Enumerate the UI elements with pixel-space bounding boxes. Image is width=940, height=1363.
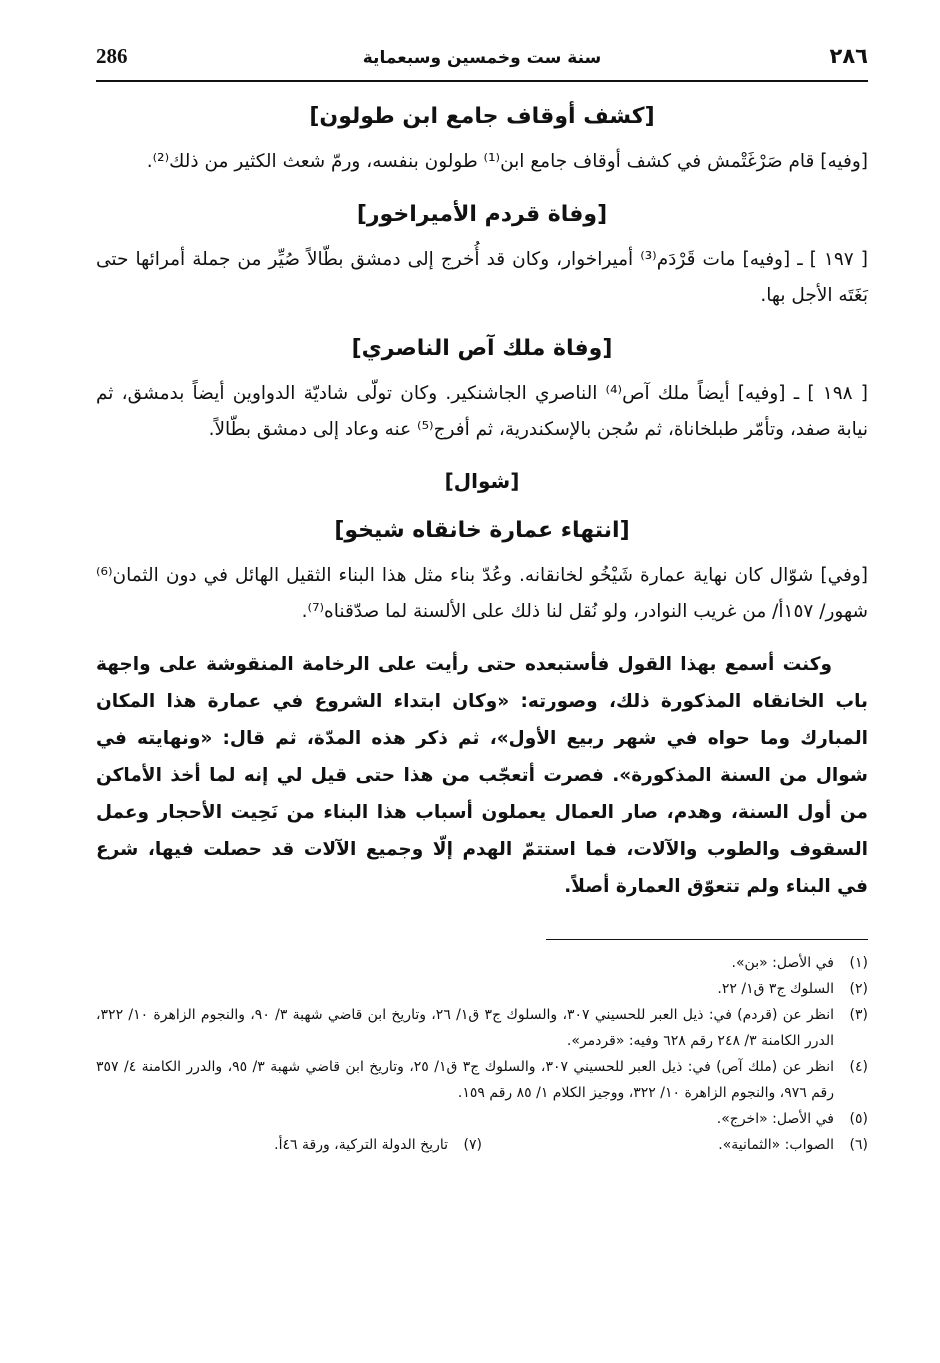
footnotes (96, 950, 868, 1158)
footnote-item (482, 1132, 868, 1158)
paragraph-author-note: وكنت أسمع بهذا القول فأستبعده حتى رأيت على الرخامة المنقوشة على واجهة باب الخانقاه المذكورة ذلك، وصورته: «وكان ابتداء الشروع في عمارة هذا المكان المبارك وما حواه في شهر ربيع الأول»، ثم ذكر هذه المدّة، ثم قال: «ونهايته في شوال من السنة المذكورة». فصرت أتعجّب من هذا حتى قيل لي إنه لما أخذ الأماكن من أول السنة، وهدم، صار العمال يعملون أسباب هذا البناء من نَحِيت الأحجار وعمل السقوف والطوب والآلات، فما استتمّ الهدم إلّا وجميع الآلات قد حصلت فيها، شرع في البناء ولم تتعوّق العمارة أصلاً. (96, 654, 868, 897)
footnote-item (96, 1054, 868, 1106)
footnote-text: في الأصل: «اخرج». (716, 1111, 834, 1127)
page-number-latin: 286 (96, 44, 128, 68)
footnote-text: السلوك ج٣ ق١/ ٢٢. (717, 981, 834, 997)
page-header (96, 36, 868, 82)
section-heading-shaykhu: [انتهاء عمارة خانقاه شيخو] (334, 518, 630, 543)
paragraph-shaykhu: [وفي] شوّال كان نهاية عمارة شَيْخُو لخانقانه. وعُدّ بناء مثل هذا البناء الثقيل الهائل في دون الثمان⁽⁶⁾ شهور/ ١٥٧أ/ من غريب النوادر، ولو نُقل لنا ذلك على الألسنة لما صدّقناه⁽⁷⁾. (96, 565, 868, 622)
footnote-number: (٦) (849, 1137, 868, 1153)
main-text (96, 102, 868, 905)
footnote-number: (٣) (849, 1007, 868, 1023)
page-number-arabic: ٢٨٦ (829, 44, 868, 68)
footnote-text: تاريخ الدولة التركية، ورقة ٤٦أ. (274, 1137, 448, 1153)
footnote-number: (٤) (849, 1059, 868, 1075)
section-heading-shawwal: [شوال] (444, 469, 520, 493)
running-title: سنة ست وخمسين وسبعماية (362, 48, 602, 68)
section-heading-ibn-tulun: [كشف أوقاف جامع ابن طولون] (309, 104, 655, 129)
footnote-number: (٢) (849, 981, 868, 997)
paragraph-ibn-tulun: [وفيه] قام صَرْغَتْمش في كشف أوقاف جامع ابن⁽¹⁾ طولون بنفسه، ورمّ شعث الكثير من ذلك⁽²⁾. (146, 151, 868, 172)
section-heading-qardam: [وفاة قردم الأميراخور] (356, 202, 608, 227)
footnote-text: انظر عن (قردم) في: ذيل العبر للحسيني ٣٠٧، والسلوك ج٣ ق١/ ٢٦، وتاريخ ابن قاضي شهبة ٣/ ٩٠، والنجوم الزاهرة ١٠/ ٣٢٢، الدرر الكامنة ٣/ ٢٤٨ رقم ٦٢٨ وفيه: «قردمر». (96, 1007, 834, 1049)
footnote-separator (96, 939, 868, 940)
footnote-item (96, 1002, 868, 1054)
footnote-text: انظر عن (ملك آص) في: ذيل العبر للحسيني ٣٠٧، والسلوك ج٣ ق١/ ٢٥، وتاريخ ابن قاضي شهبة ٣/ ٩٥، والدرر الكامنة ٤/ ٣٥٧ رقم ٩٧٦، والنجوم الزاهرة ١٠/ ٣٢٢، ووجيز الكلام ١/ ٨٥ رقم ١٥٩. (96, 1059, 835, 1101)
footnote-item (96, 950, 868, 976)
section-heading-malik-as: [وفاة ملك آص الناصري] (351, 336, 613, 361)
footnote-number: (٥) (849, 1111, 868, 1127)
footnote-item (96, 1132, 482, 1158)
footnote-number: (٧) (463, 1137, 482, 1153)
paragraph-malik-as: [ ١٩٨ ] ـ [وفيه] أيضاً ملك آص⁽⁴⁾ الناصري الجاشنكير. وكان تولّى شاديّة الدواوين أيضاً بدمشق، ثم نيابة صفد، وتأمّر طبلخاناة، ثم سُجن بالإسكندرية، ثم أفرج⁽⁵⁾ عنه وعاد إلى دمشق بطّالاً. (96, 383, 869, 440)
book-page (96, 36, 868, 1336)
footnote-number: (١) (849, 955, 868, 971)
footnote-item (96, 976, 868, 1002)
footnote-text: في الأصل: «بن». (731, 955, 834, 971)
paragraph-qardam: [ ١٩٧ ] ـ [وفيه] مات قَرْدَم⁽³⁾ أميراخوار، وكان قد أُخرج إلى دمشق بطّالاً صُيِّر من جملة أمرائها حتى بَغَتَه الأجل بها. (96, 249, 868, 306)
footnote-item (96, 1106, 868, 1132)
footnote-text: الصواب: «الثمانية». (718, 1137, 834, 1153)
footnote-rule (546, 939, 868, 940)
footnote-row (96, 1132, 868, 1158)
